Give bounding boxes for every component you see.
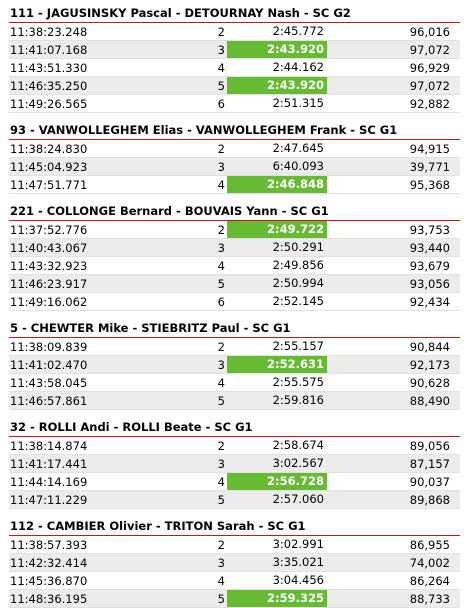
lap-time-cell: 2:51.315 (272, 96, 324, 110)
average-speed-cell: 86,264 (409, 573, 450, 588)
average-speed-cell: 97,072 (409, 78, 450, 93)
lap-number-cell: 3 (217, 456, 225, 471)
crew-header: 5 - CHEWTER Mike - STIEBRITZ Paul - SC G1 (9, 321, 460, 338)
best-lap-time-cell: 2:56.728 (227, 473, 327, 490)
time-of-day-cell: 11:42:32.414 (10, 555, 88, 570)
lap-time-cell: 2:45.772 (272, 24, 324, 38)
lap-number-cell: 4 (217, 474, 225, 489)
time-of-day-cell: 11:38:24.830 (10, 141, 88, 156)
lap-row (9, 158, 460, 176)
average-speed-cell: 97,072 (409, 42, 450, 57)
lap-row (9, 374, 460, 392)
average-speed-cell: 92,173 (409, 357, 450, 372)
average-speed-cell: 96,929 (409, 60, 450, 75)
lap-number-cell: 2 (217, 438, 225, 453)
average-speed-cell: 90,628 (409, 375, 450, 390)
lap-row (9, 590, 460, 608)
average-speed-cell: 88,733 (409, 591, 450, 606)
average-speed-cell: 89,868 (409, 492, 450, 507)
best-lap-time-cell: 2:59.325 (227, 590, 327, 607)
lap-number-cell: 3 (217, 42, 225, 57)
lap-row (9, 473, 460, 491)
time-of-day-cell: 11:38:09.839 (10, 339, 88, 354)
lap-number-cell: 5 (217, 492, 225, 507)
average-speed-cell: 39,771 (409, 159, 450, 174)
lap-number-cell: 5 (217, 276, 225, 291)
crew-header: 112 - CAMBIER Olivier - TRITON Sarah - SC G1 (9, 519, 460, 536)
lap-row (9, 275, 460, 293)
crew-header: 32 - ROLLI Andi - ROLLI Beate - SC G1 (9, 420, 460, 437)
lap-row (9, 392, 460, 410)
lap-time-cell: 3:04.456 (272, 573, 324, 587)
average-speed-cell: 96,016 (409, 24, 450, 39)
time-of-day-cell: 11:47:51.771 (10, 177, 88, 192)
time-of-day-cell: 11:41:07.168 (10, 42, 88, 57)
time-of-day-cell: 11:47:11.229 (10, 492, 88, 507)
time-of-day-cell: 11:49:26.565 (10, 96, 88, 111)
crew-header: 93 - VANWOLLEGHEM Elias - VANWOLLEGHEM Frank - SC G1 (9, 123, 460, 140)
time-of-day-cell: 11:45:04.923 (10, 159, 88, 174)
lap-time-cell: 2:57.060 (272, 492, 324, 506)
average-speed-cell: 86,955 (409, 537, 450, 552)
lap-number-cell: 4 (217, 573, 225, 588)
time-of-day-cell: 11:38:14.874 (10, 438, 88, 453)
crew-header: 111 - JAGUSINSKY Pascal - DETOURNAY Nash - SC G2 (9, 6, 460, 23)
lap-row (9, 572, 460, 590)
lap-number-cell: 5 (217, 393, 225, 408)
average-speed-cell: 95,368 (409, 177, 450, 192)
average-speed-cell: 87,157 (409, 456, 450, 471)
lap-row (9, 455, 460, 473)
crew-group (9, 204, 460, 311)
lap-number-cell: 2 (217, 24, 225, 39)
time-of-day-cell: 11:43:58.045 (10, 375, 88, 390)
average-speed-cell: 93,056 (409, 276, 450, 291)
lap-row (9, 437, 460, 455)
lap-row (9, 239, 460, 257)
lap-time-cell: 2:44.162 (272, 60, 324, 74)
lap-row (9, 536, 460, 554)
crew-group (9, 519, 460, 608)
lap-number-cell: 3 (217, 159, 225, 174)
time-of-day-cell: 11:49:16.062 (10, 294, 88, 309)
lap-row (9, 293, 460, 311)
average-speed-cell: 90,037 (409, 474, 450, 489)
average-speed-cell: 94,915 (409, 141, 450, 156)
crew-group (9, 123, 460, 194)
lap-row (9, 257, 460, 275)
lap-row (9, 221, 460, 239)
lap-number-cell: 2 (217, 537, 225, 552)
time-of-day-cell: 11:46:57.861 (10, 393, 88, 408)
time-of-day-cell: 11:38:23.248 (10, 24, 88, 39)
average-speed-cell: 89,056 (409, 438, 450, 453)
lap-time-cell: 2:52.145 (272, 294, 324, 308)
average-speed-cell: 93,679 (409, 258, 450, 273)
lap-number-cell: 6 (217, 96, 225, 111)
lap-time-cell: 3:35.021 (272, 555, 324, 569)
time-of-day-cell: 11:38:57.393 (10, 537, 88, 552)
lap-time-cell: 2:55.575 (272, 375, 324, 389)
time-of-day-cell: 11:41:02.470 (10, 357, 88, 372)
lap-time-cell: 3:02.567 (272, 456, 324, 470)
average-speed-cell: 93,753 (409, 222, 450, 237)
average-speed-cell: 88,490 (409, 393, 450, 408)
lap-row (9, 356, 460, 374)
lap-row (9, 491, 460, 509)
lap-time-cell: 6:40.093 (272, 159, 324, 173)
best-lap-time-cell: 2:49.722 (227, 221, 327, 238)
lap-row (9, 41, 460, 59)
lap-number-cell: 3 (217, 555, 225, 570)
best-lap-time-cell: 2:52.631 (227, 356, 327, 373)
crew-header: 221 - COLLONGE Bernard - BOUVAIS Yann - SC G1 (9, 204, 460, 221)
lap-time-cell: 2:47.645 (272, 141, 324, 155)
lap-row (9, 23, 460, 41)
best-lap-time-cell: 2:43.920 (227, 41, 327, 58)
lap-row (9, 176, 460, 194)
lap-number-cell: 4 (217, 177, 225, 192)
lap-number-cell: 2 (217, 339, 225, 354)
lap-number-cell: 3 (217, 357, 225, 372)
best-lap-time-cell: 2:46.848 (227, 176, 327, 193)
time-of-day-cell: 11:37:52.776 (10, 222, 88, 237)
lap-time-cell: 2:55.157 (272, 339, 324, 353)
lap-time-cell: 2:50.994 (272, 276, 324, 290)
lap-number-cell: 4 (217, 258, 225, 273)
lap-number-cell: 3 (217, 240, 225, 255)
average-speed-cell: 92,882 (409, 96, 450, 111)
average-speed-cell: 93,440 (409, 240, 450, 255)
time-of-day-cell: 11:40:43.067 (10, 240, 88, 255)
average-speed-cell: 92,434 (409, 294, 450, 309)
time-of-day-cell: 11:44:14.169 (10, 474, 88, 489)
average-speed-cell: 74,002 (409, 555, 450, 570)
crew-group (9, 321, 460, 410)
lap-time-cell: 2:50.291 (272, 240, 324, 254)
lap-row (9, 95, 460, 113)
time-of-day-cell: 11:43:32.923 (10, 258, 88, 273)
time-of-day-cell: 11:48:36.195 (10, 591, 88, 606)
time-of-day-cell: 11:45:36.870 (10, 573, 88, 588)
lap-time-cell: 2:58.674 (272, 438, 324, 452)
crew-group (9, 6, 460, 113)
lap-row (9, 338, 460, 356)
lap-time-cell: 3:02.991 (272, 537, 324, 551)
lap-number-cell: 2 (217, 222, 225, 237)
lap-time-cell: 2:59.816 (272, 393, 324, 407)
crew-group (9, 420, 460, 509)
lap-time-cell: 2:49.856 (272, 258, 324, 272)
lap-row (9, 554, 460, 572)
lap-row (9, 59, 460, 77)
lap-number-cell: 2 (217, 141, 225, 156)
lap-row (9, 140, 460, 158)
time-of-day-cell: 11:46:35.250 (10, 78, 88, 93)
lap-number-cell: 4 (217, 375, 225, 390)
average-speed-cell: 90,844 (409, 339, 450, 354)
lap-number-cell: 6 (217, 294, 225, 309)
time-of-day-cell: 11:43:51.330 (10, 60, 88, 75)
time-of-day-cell: 11:41:17.441 (10, 456, 88, 471)
best-lap-time-cell: 2:43.920 (227, 77, 327, 94)
time-of-day-cell: 11:46:23.917 (10, 276, 88, 291)
lap-number-cell: 4 (217, 60, 225, 75)
lap-number-cell: 5 (217, 78, 225, 93)
lap-row (9, 77, 460, 95)
lap-number-cell: 5 (217, 591, 225, 606)
